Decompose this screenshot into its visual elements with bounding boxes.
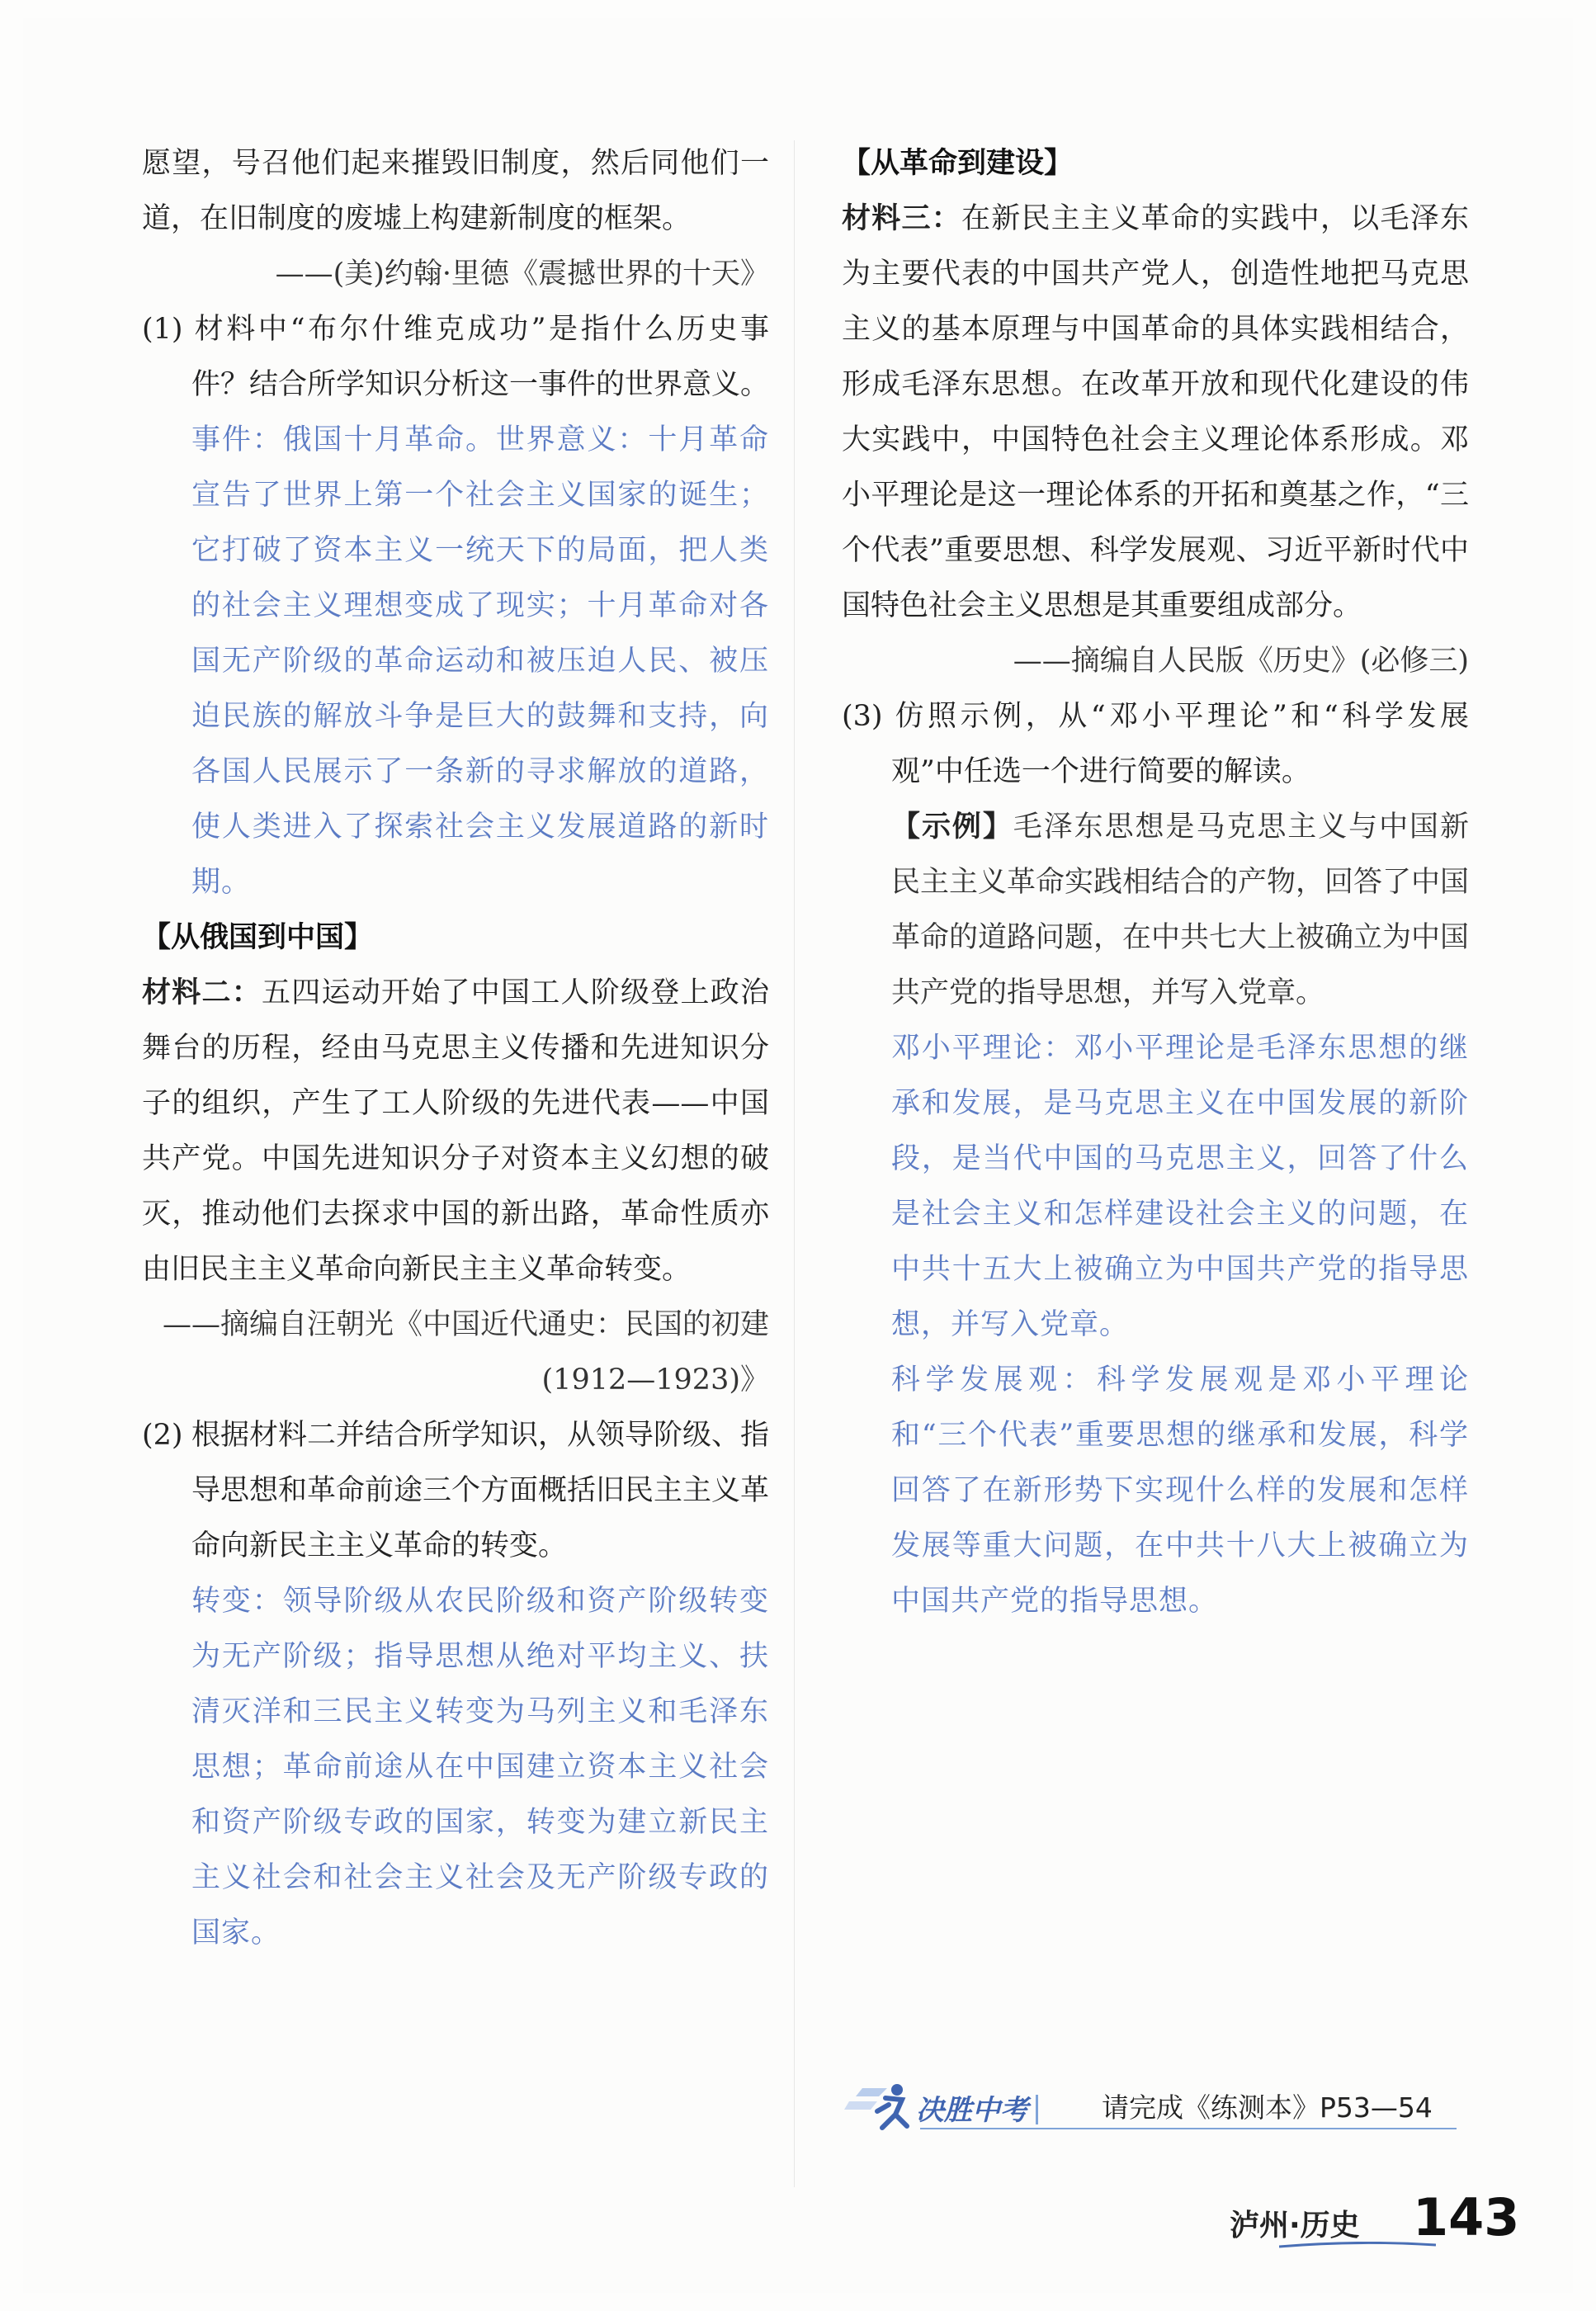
page-number: 143 xyxy=(1413,2187,1520,2247)
right-column xyxy=(842,136,1469,1629)
material-3-label: 材料三： xyxy=(842,202,961,235)
question-1-answer: 事件：俄国十月革命。世界意义：十月革命宣告了世界上第一个社会主义国家的诞生；它打破了资本主义一统天下的局面，把人类的社会主义理想变成了现实；十月革命对各国无产阶级的革命运动和被压迫人民、被压迫民族的解放斗争是巨大的鼓舞和支持，向各国人民展示了一条新的寻求解放的道路，使人类进入了探索社会主义发展道路的新时期。 xyxy=(191,423,769,899)
question-3-text: 仿照示例，从“邓小平理论”和“科学发展观”中任选一个进行简要的解读。 xyxy=(891,700,1469,788)
question-1-number: (1) xyxy=(142,313,183,346)
question-1-text: 材料中“布尔什维克成功”是指什么历史事件？结合所学知识分析这一事件的世界意义。 xyxy=(191,313,770,401)
page-footer xyxy=(1230,2187,1520,2253)
section-title-russia-to-china: 【从俄国到中国】 xyxy=(142,921,374,954)
column-divider xyxy=(794,140,795,2187)
banner-logo-text: 决胜中考 xyxy=(916,2094,1028,2127)
question-2-text: 根据材料二并结合所学知识，从领导阶级、指导思想和革命前途三个方面概括旧民主主义革命向新民主主义革命的转变。 xyxy=(191,1419,770,1562)
left-column xyxy=(142,136,769,1961)
question-3 xyxy=(842,689,1469,1629)
example-block xyxy=(891,800,1469,1021)
material-2-text: 五四运动开始了中国工人阶级登上政治舞台的历程，经由马克思主义传播和先进知识分子的组织，产生了工人阶级的先进代表——中国共产党。中国先进知识分子对资本主义幻想的破灭，推动他们去探求中国的新出路，革命性质亦由旧民主主义革命向新民主主义革命转变。 xyxy=(142,976,769,1286)
material-2-source: ——摘编自汪朝光《中国近代通史：民国的初建(1912—1923)》 xyxy=(162,1308,769,1397)
banner-instruction: 请完成《练测本》P53—54 xyxy=(1102,2091,1433,2124)
footer-swoosh-icon xyxy=(1279,2242,1436,2248)
banner-underline xyxy=(920,2128,1457,2129)
section-title-revolution-to-construction: 【从革命到建设】 xyxy=(842,147,1074,180)
question-1 xyxy=(142,302,769,910)
question-2-answer: 转变：领导阶级从农民阶级和资产阶级转变为无产阶级；指导思想从绝对平均主义、扶清灭洋和三民主义转变为马列主义和毛泽东思想；革命前途从在中国建立资本主义社会和资产阶级专政的国家，转变为建立新民主主义社会和社会主义社会及无产阶级专政的国家。 xyxy=(191,1585,769,1949)
question-3-number: (3) xyxy=(842,700,883,733)
answer-deng-xiaoping-theory: 邓小平理论：邓小平理论是毛泽东思想的继承和发展，是马克思主义在中国发展的新阶段，是当代中国的马克思主义，回答了什么是社会主义和怎样建设社会主义的问题，在中共十五大上被确立为中国共产党的指导思想，并写入党章。 xyxy=(891,1032,1469,1341)
material-2-label: 材料二： xyxy=(142,976,262,1009)
example-label: 【示例】 xyxy=(891,811,1013,844)
answer-scientific-outlook: 科学发展观：科学发展观是邓小平理论和“三个代表”重要思想的继承和发展，科学回答了在新形势下实现什么样的发展和怎样发展等重大问题，在中共十八大上被确立为中国共产党的指导思想。 xyxy=(891,1363,1469,1618)
intro-text: 愿望，号召他们起来摧毁旧制度，然后同他们一道，在旧制度的废墟上构建新制度的框架。 xyxy=(142,147,769,235)
material-2 xyxy=(142,966,769,1297)
question-2 xyxy=(142,1408,769,1961)
material-3 xyxy=(842,191,1469,634)
material-3-text: 在新民主主义革命的实践中，以毛泽东为主要代表的中国共产党人，创造性地把马克思主义的基本原理与中国革命的具体实践相结合，形成毛泽东思想。在改革开放和现代化建设的伟大实践中，中国特色社会主义理论体系形成。邓小平理论是这一理论体系的开拓和奠基之作，“三个代表”重要思想、科学发展观、习近平新时代中国特色社会主义思想是其重要组成部分。 xyxy=(842,202,1469,622)
exercise-banner xyxy=(838,2078,1457,2136)
question-2-number: (2) xyxy=(142,1419,183,1452)
material-3-source: ——摘编自人民版《历史》(必修三) xyxy=(1013,645,1469,678)
example-text: 毛泽东思想是马克思主义与中国新民主主义革命实践相结合的产物，回答了中国革命的道路问题，在中共七大上被确立为中国共产党的指导思想，并写入党章。 xyxy=(891,811,1470,1009)
footer-label: 泸州·历史 xyxy=(1230,2209,1360,2242)
intro-source: ——(美)约翰·里德《震撼世界的十天》 xyxy=(275,258,769,291)
